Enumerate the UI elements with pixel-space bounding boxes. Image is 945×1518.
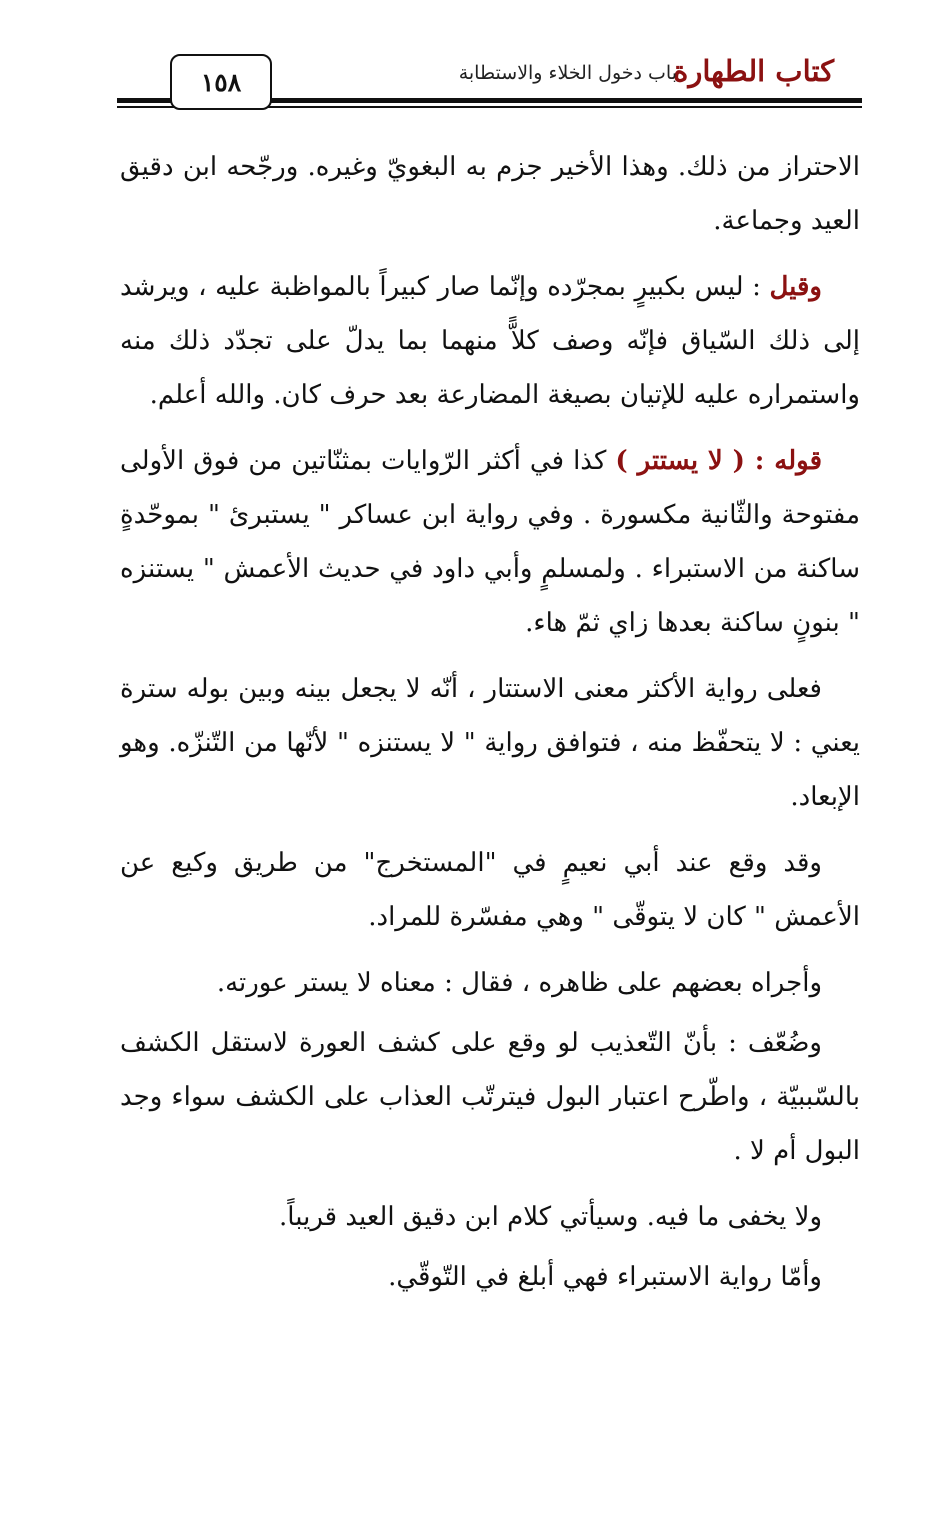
paragraph-6 [120, 956, 860, 1010]
paragraph-9 [120, 1250, 860, 1304]
book-title: كتاب الطهارة [673, 54, 834, 88]
chapter-title: باب دخول الخلاء والاستطابة [458, 62, 677, 84]
paragraph-text: وأجراه بعضهم على ظاهره ، فقال : معناه لا يستر عورته. [216, 968, 822, 998]
page-body [120, 140, 860, 1310]
page-number: ١٥٨ [200, 67, 242, 97]
paragraph-4 [120, 662, 860, 824]
paragraph-3 [120, 434, 860, 650]
page-header [117, 40, 862, 120]
paragraph-lead: وقيل [769, 272, 822, 302]
paragraph-7 [120, 1016, 860, 1178]
paragraph-text: كذا في أكثر الرّوايات بمثنّاتين من فوق الأولى مفتوحة والثّانية مكسورة . وفي رواية ابن عساكر " يستبرئ " بموحّدةٍ ساكنة من الاستبراء . ولمسلمٍ وأبي داود في حديث الأعمش " يستنزه " بنونٍ ساكنة بعدها زاي ثمّ هاء. [120, 446, 861, 638]
paragraph-8 [120, 1190, 860, 1244]
paragraph-text: وأمّا رواية الاستبراء فهي أبلغ في التّوقّي. [388, 1262, 822, 1292]
paragraph-text: ولا يخفى ما فيه. وسيأتي كلام ابن دقيق العيد قريباً. [279, 1202, 822, 1232]
paragraph-5 [120, 836, 860, 944]
paragraph-2 [120, 260, 860, 422]
paragraph-1 [120, 140, 860, 248]
paragraph-text: : ليس بكبيرٍ بمجرّده وإنّما صار كبيراً بالمواظبة عليه ، ويرشد إلى ذلك السّياق فإنّه وصف كلاًّ منهما بما يدلّ على تجدّد ذلك منه واستمراره عليه للإتيان بصيغة المضارعة بعد حرف كان. والله أعلم. [120, 272, 860, 410]
paragraph-text: الاحتراز من ذلك. وهذا الأخير جزم به البغويّ وغيره. ورجّحه ابن دقيق العيد وجماعة. [120, 152, 860, 236]
page-number-box [170, 54, 272, 110]
paragraph-text: وقد وقع عند أبي نعيمٍ في "المستخرج" من طريق وكيع عن الأعمش " كان لا يتوقّى " وهي مفسّرة للمراد. [120, 848, 860, 932]
paragraph-text: فعلى رواية الأكثر معنى الاستتار ، أنّه لا يجعل بينه وبين بوله سترة يعني : لا يتحفّظ منه ، فتوافق رواية " لا يستنزه " لأنّها من التّنزّه. وهو الإبعاد. [120, 674, 860, 812]
paragraph-text: وضُعّف : بأنّ التّعذيب لو وقع على كشف العورة لاستقل الكشف بالسّببيّة ، واطّرح اعتبار البول فيترتّب العذاب على الكشف سواء وجد البول أم لا . [120, 1028, 860, 1166]
paragraph-lead: قوله : ( لا يستتر ) [615, 446, 822, 476]
